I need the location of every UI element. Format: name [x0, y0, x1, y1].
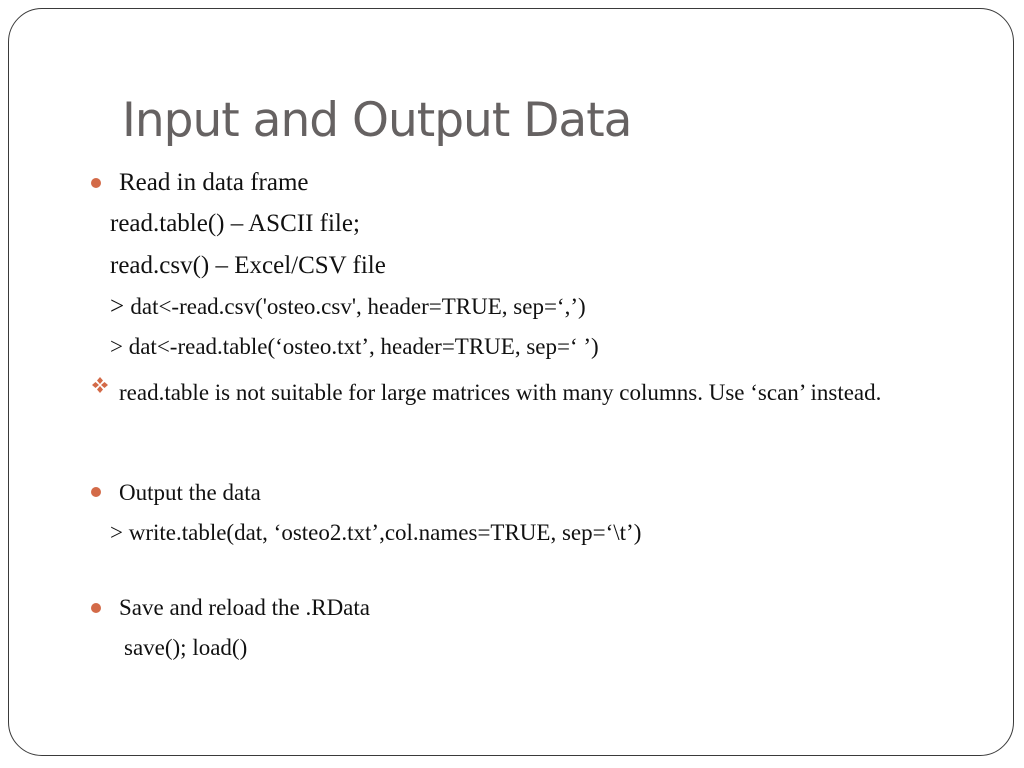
four-diamond-icon	[92, 377, 108, 393]
bullet-heading-output: Output the data	[119, 480, 261, 505]
slide-frame	[8, 8, 1014, 756]
text-read-table: read.table() – ASCII file;	[110, 210, 360, 237]
slide-title: Input and Output Data	[122, 93, 632, 148]
text-read-csv: read.csv() – Excel/CSV file	[110, 252, 386, 279]
prompt-symbol: >	[110, 293, 125, 320]
bullet-heading-read: Read in data frame	[119, 169, 309, 196]
bullet-dot	[91, 603, 101, 613]
bullet-heading-save: Save and reload the .RData	[119, 595, 370, 620]
code-read-csv	[110, 292, 586, 322]
bullet-dot	[91, 487, 101, 497]
code-read-csv-text: dat<-read.csv('osteo.csv', header=TRUE, sep=‘,’)	[130, 294, 586, 319]
text-save-load: save(); load()	[124, 635, 248, 660]
bullet-dot	[91, 178, 101, 188]
note-text: read.table is not suitable for large matrices with many columns. Use ‘scan’ instead.	[119, 380, 882, 405]
code-write-table: > write.table(dat, ‘osteo2.txt’,col.names=TRUE, sep=‘\t’)	[110, 520, 642, 545]
code-read-table: > dat<-read.table(‘osteo.txt’, header=TRUE, sep=‘ ’)	[110, 334, 599, 359]
